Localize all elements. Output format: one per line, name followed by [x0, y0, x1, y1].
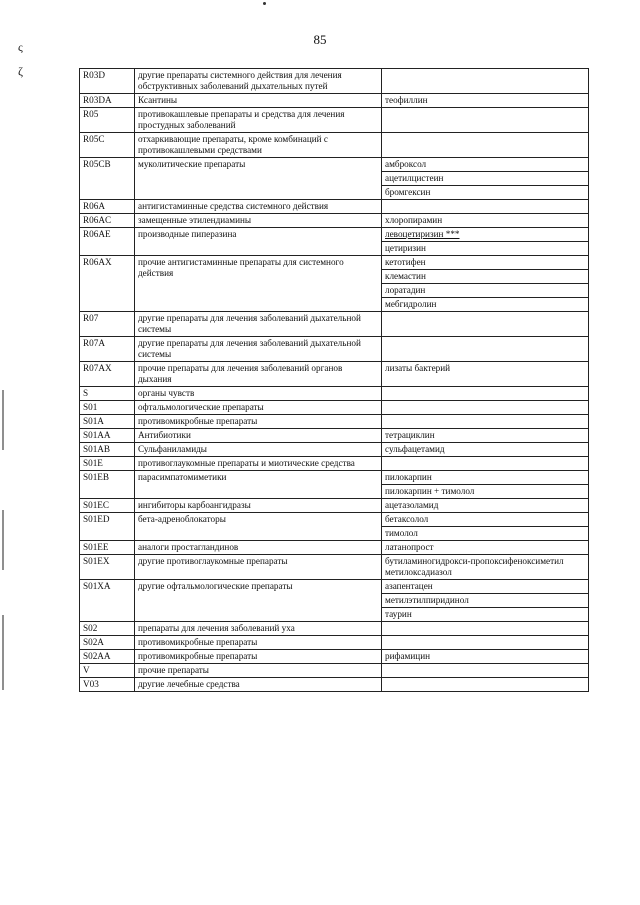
table-row [80, 387, 589, 401]
group-name-cell: органы чувств [135, 387, 382, 401]
table-row [80, 650, 589, 664]
atc-code-cell: V [80, 664, 135, 678]
group-name-cell: другие препараты для лечения заболеваний дыхательной системы [135, 337, 382, 362]
drug-name-cell [382, 636, 589, 650]
atc-code-cell: R06AC [80, 214, 135, 228]
atc-code-cell: R07AX [80, 362, 135, 387]
drug-name-cell [382, 415, 589, 429]
atc-code-cell: S02AA [80, 650, 135, 664]
group-name-cell: препараты для лечения заболеваний уха [135, 622, 382, 636]
drug-name-cell: хлоропирамин [382, 214, 589, 228]
group-name-cell: производные пиперазина [135, 228, 382, 256]
drug-name-cell: рифамицин [382, 650, 589, 664]
drug-name-cell: мебгидролин [382, 298, 589, 312]
group-name-cell: другие лечебные средства [135, 678, 382, 692]
table-row [80, 312, 589, 337]
table-row [80, 636, 589, 650]
group-name-cell: прочие антигистаминные препараты для системного действия [135, 256, 382, 312]
drug-name-cell [382, 622, 589, 636]
drug-name-cell: азапентацен [382, 580, 589, 594]
atc-code-cell: R03D [80, 69, 135, 94]
table-row [80, 133, 589, 158]
table-row [80, 108, 589, 133]
group-name-cell: замещенные этилендиамины [135, 214, 382, 228]
atc-code-cell: R07A [80, 337, 135, 362]
atc-code-cell: R05C [80, 133, 135, 158]
table-row [80, 429, 589, 443]
atc-code-cell: R07 [80, 312, 135, 337]
group-name-cell: ингибиторы карбоангидразы [135, 499, 382, 513]
group-name-cell: Антибиотики [135, 429, 382, 443]
table-row [80, 256, 589, 270]
drug-name-cell [382, 312, 589, 337]
scan-edge-artifact [2, 390, 4, 690]
atc-code-cell: S01EC [80, 499, 135, 513]
drug-name-cell: амброксол [382, 158, 589, 172]
drug-name-cell: тетрациклин [382, 429, 589, 443]
table-row [80, 622, 589, 636]
atc-code-cell: S01EE [80, 541, 135, 555]
atc-code-cell: S01EX [80, 555, 135, 580]
group-name-cell: аналоги простагландинов [135, 541, 382, 555]
table-body [80, 69, 589, 692]
drug-name-cell: кетотифен [382, 256, 589, 270]
drug-name-cell: левоцетиризин *** [382, 228, 589, 242]
margin-mark: ς [18, 40, 23, 54]
table-row [80, 158, 589, 172]
drug-name-cell [382, 664, 589, 678]
table-row [80, 457, 589, 471]
drug-name-cell: ацетилцистеин [382, 172, 589, 186]
drug-name-cell: лизаты бактерий [382, 362, 589, 387]
group-name-cell: Ксантины [135, 94, 382, 108]
drug-name-cell [382, 387, 589, 401]
atc-code-cell: R06AE [80, 228, 135, 256]
page-number: 85 [313, 32, 327, 47]
atc-code-cell: S01EB [80, 471, 135, 499]
group-name-cell: противомикробные препараты [135, 415, 382, 429]
atc-code-cell: S01ED [80, 513, 135, 541]
table-row [80, 337, 589, 362]
drug-name-cell: пилокарпин + тимолол [382, 485, 589, 499]
table-row [80, 362, 589, 387]
group-name-cell: противокашлевые препараты и средства для лечения простудных заболеваний [135, 108, 382, 133]
table-row [80, 200, 589, 214]
drug-name-cell: сульфацетамид [382, 443, 589, 457]
group-name-cell: другие офтальмологические препараты [135, 580, 382, 622]
drug-name-cell: клемастин [382, 270, 589, 284]
drug-name-cell: бромгексин [382, 186, 589, 200]
atc-code-cell: S01XA [80, 580, 135, 622]
table-row [80, 541, 589, 555]
table-row [80, 499, 589, 513]
drug-name-cell: таурин [382, 608, 589, 622]
table-row [80, 513, 589, 527]
table-row [80, 443, 589, 457]
table-row [80, 678, 589, 692]
group-name-cell: антигистаминные средства системного действия [135, 200, 382, 214]
group-name-cell: офтальмологические препараты [135, 401, 382, 415]
group-name-cell: противомикробные препараты [135, 636, 382, 650]
table-row [80, 401, 589, 415]
table-row [80, 69, 589, 94]
drug-name-cell: бетаксолол [382, 513, 589, 527]
group-name-cell: Сульфаниламиды [135, 443, 382, 457]
group-name-cell: отхаркивающие препараты, кроме комбинаций с противокашлевыми средствами [135, 133, 382, 158]
drug-name-cell [382, 401, 589, 415]
table-row [80, 415, 589, 429]
atc-code-cell: S01 [80, 401, 135, 415]
drug-name-cell [382, 133, 589, 158]
atc-code-cell: S01E [80, 457, 135, 471]
table-row [80, 580, 589, 594]
group-name-cell: муколитические препараты [135, 158, 382, 200]
drug-name-cell: пилокарпин [382, 471, 589, 485]
drug-name-cell [382, 457, 589, 471]
atc-code-cell: R05 [80, 108, 135, 133]
drug-name-cell [382, 200, 589, 214]
scan-dot [263, 2, 266, 5]
table-row [80, 94, 589, 108]
margin-mark: ζ [18, 64, 23, 78]
atc-code-cell: S02A [80, 636, 135, 650]
drug-name-cell [382, 678, 589, 692]
table-row [80, 555, 589, 580]
group-name-cell: парасимпатомиметики [135, 471, 382, 499]
table-row [80, 214, 589, 228]
drug-name-cell: ацетазоламид [382, 499, 589, 513]
drug-name-cell: лоратадин [382, 284, 589, 298]
atc-code-cell: R06A [80, 200, 135, 214]
drug-name-cell [382, 337, 589, 362]
group-name-cell: прочие препараты [135, 664, 382, 678]
table-row [80, 228, 589, 242]
drug-classification-table [79, 68, 589, 692]
atc-code-cell: V03 [80, 678, 135, 692]
drug-name-cell: метилэтилпиридинол [382, 594, 589, 608]
table-row [80, 471, 589, 485]
atc-code-cell: S02 [80, 622, 135, 636]
atc-code-cell: S01AB [80, 443, 135, 457]
group-name-cell: противоглаукомные препараты и миотические средства [135, 457, 382, 471]
drug-name-cell: латанопрост [382, 541, 589, 555]
group-name-cell: другие противоглаукомные препараты [135, 555, 382, 580]
drug-name-cell: теофиллин [382, 94, 589, 108]
atc-code-cell: S01A [80, 415, 135, 429]
drug-name-cell: бутиламиногидрокси-пропоксифеноксиметил метилоксадиазол [382, 555, 589, 580]
drug-name-cell [382, 69, 589, 94]
drug-name-cell [382, 108, 589, 133]
table-row [80, 664, 589, 678]
atc-code-cell: R06AX [80, 256, 135, 312]
group-name-cell: другие препараты для лечения заболеваний дыхательной системы [135, 312, 382, 337]
drug-name-cell: тимолол [382, 527, 589, 541]
atc-code-cell: S [80, 387, 135, 401]
group-name-cell: бета-адреноблокаторы [135, 513, 382, 541]
atc-code-cell: S01AA [80, 429, 135, 443]
group-name-cell: прочие препараты для лечения заболеваний органов дыхания [135, 362, 382, 387]
group-name-cell: другие препараты системного действия для лечения обструктивных заболеваний дыхательных путей [135, 69, 382, 94]
atc-code-cell: R05CB [80, 158, 135, 200]
drug-name-cell: цетиризин [382, 242, 589, 256]
group-name-cell: противомикробные препараты [135, 650, 382, 664]
atc-code-cell: R03DA [80, 94, 135, 108]
